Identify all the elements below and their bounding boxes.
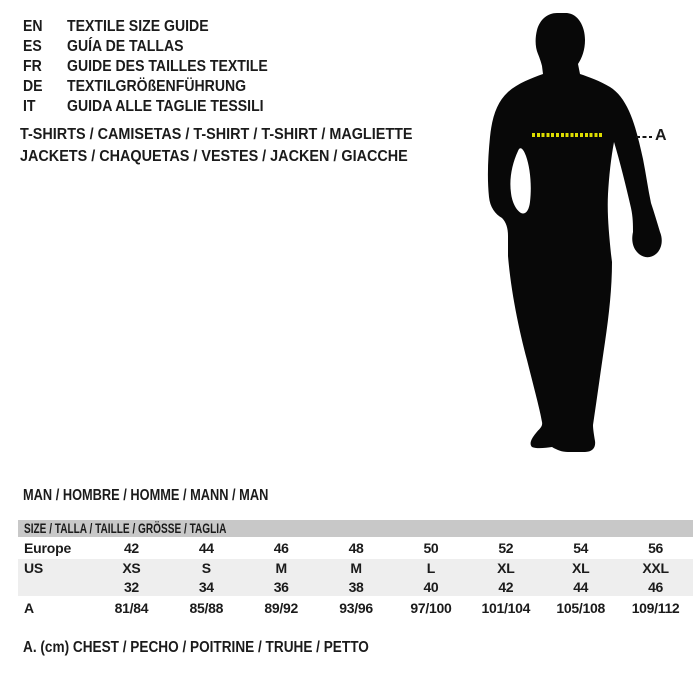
size-value: 105/108 (556, 600, 605, 616)
size-table (18, 520, 693, 620)
size-value: 42 (498, 579, 514, 595)
size-value: 85/88 (189, 600, 224, 616)
size-value: 46 (273, 540, 289, 556)
size-value: XL (497, 560, 515, 576)
size-value: 46 (648, 579, 664, 595)
row-label: US (24, 560, 44, 576)
man-silhouette (480, 5, 670, 460)
row-label: A (24, 600, 34, 616)
size-value: XS (122, 560, 141, 576)
size-value: 93/96 (339, 600, 373, 616)
size-value: 52 (498, 540, 514, 556)
size-value: 44 (573, 579, 589, 595)
size-value: 89/92 (264, 600, 298, 616)
category-line-tshirts (20, 127, 456, 143)
size-value: 36 (273, 579, 289, 595)
category-line-jackets (20, 149, 451, 165)
language-title: TEXTILE SIZE GUIDE (67, 18, 209, 35)
size-value: 34 (198, 579, 214, 595)
section-title-man (23, 488, 330, 504)
size-value: 54 (573, 540, 589, 556)
size-value: 50 (423, 540, 439, 556)
language-code: IT (23, 98, 36, 115)
size-value: 56 (648, 540, 664, 556)
size-value: M (350, 560, 362, 576)
size-value: XL (572, 560, 590, 576)
section-title-text: MAN / HOMBRE / HOMME / MANN / MAN (23, 487, 269, 504)
size-value: M (275, 560, 287, 576)
marker-dash-line (636, 136, 652, 138)
table-row-europe (18, 537, 693, 559)
size-table-header-text: SIZE / TALLA / TAILLE / GRÖSSE / TAGLIA (24, 520, 227, 536)
size-value: L (426, 560, 436, 576)
language-title: GUIDA ALLE TAGLIE TESSILI (67, 98, 264, 115)
size-value: 32 (123, 579, 139, 595)
table-row-numeric (18, 578, 693, 596)
size-table-header (18, 520, 693, 537)
size-value: 101/104 (481, 600, 531, 616)
table-row-us (18, 559, 693, 578)
size-value: 109/112 (631, 600, 680, 616)
size-value: 44 (198, 540, 214, 556)
language-title: GUÍA DE TALLAS (67, 38, 184, 55)
size-value: 48 (348, 540, 364, 556)
category-text: JACKETS / CHAQUETAS / VESTES / JACKEN / GIACCHE (20, 148, 408, 165)
language-code: FR (23, 58, 42, 75)
row-label: Europe (24, 540, 72, 556)
footnote-chest-legend (23, 640, 430, 656)
language-code: DE (23, 78, 43, 95)
size-value: S (201, 560, 211, 576)
size-value: 38 (348, 579, 364, 595)
category-text: T-SHIRTS / CAMISETAS / T-SHIRT / T-SHIRT / MAGLIETTE (20, 126, 413, 143)
size-value: 40 (423, 579, 439, 595)
language-code: ES (23, 38, 42, 55)
size-value: 42 (123, 540, 139, 556)
size-value: 81/84 (114, 600, 149, 616)
chest-measure-dotted-line (532, 133, 603, 137)
size-value: 97/100 (410, 600, 452, 616)
language-title: TEXTILGRÖßENFÜHRUNG (67, 78, 247, 95)
size-value: XXL (642, 560, 669, 576)
footnote-text: A. (cm) CHEST / PECHO / POITRINE / TRUHE / PETTO (23, 639, 369, 656)
table-row-chest (18, 596, 693, 620)
language-code: EN (23, 18, 43, 35)
language-title: GUIDE DES TAILLES TEXTILE (67, 58, 268, 75)
measure-marker-label: A (655, 127, 667, 144)
